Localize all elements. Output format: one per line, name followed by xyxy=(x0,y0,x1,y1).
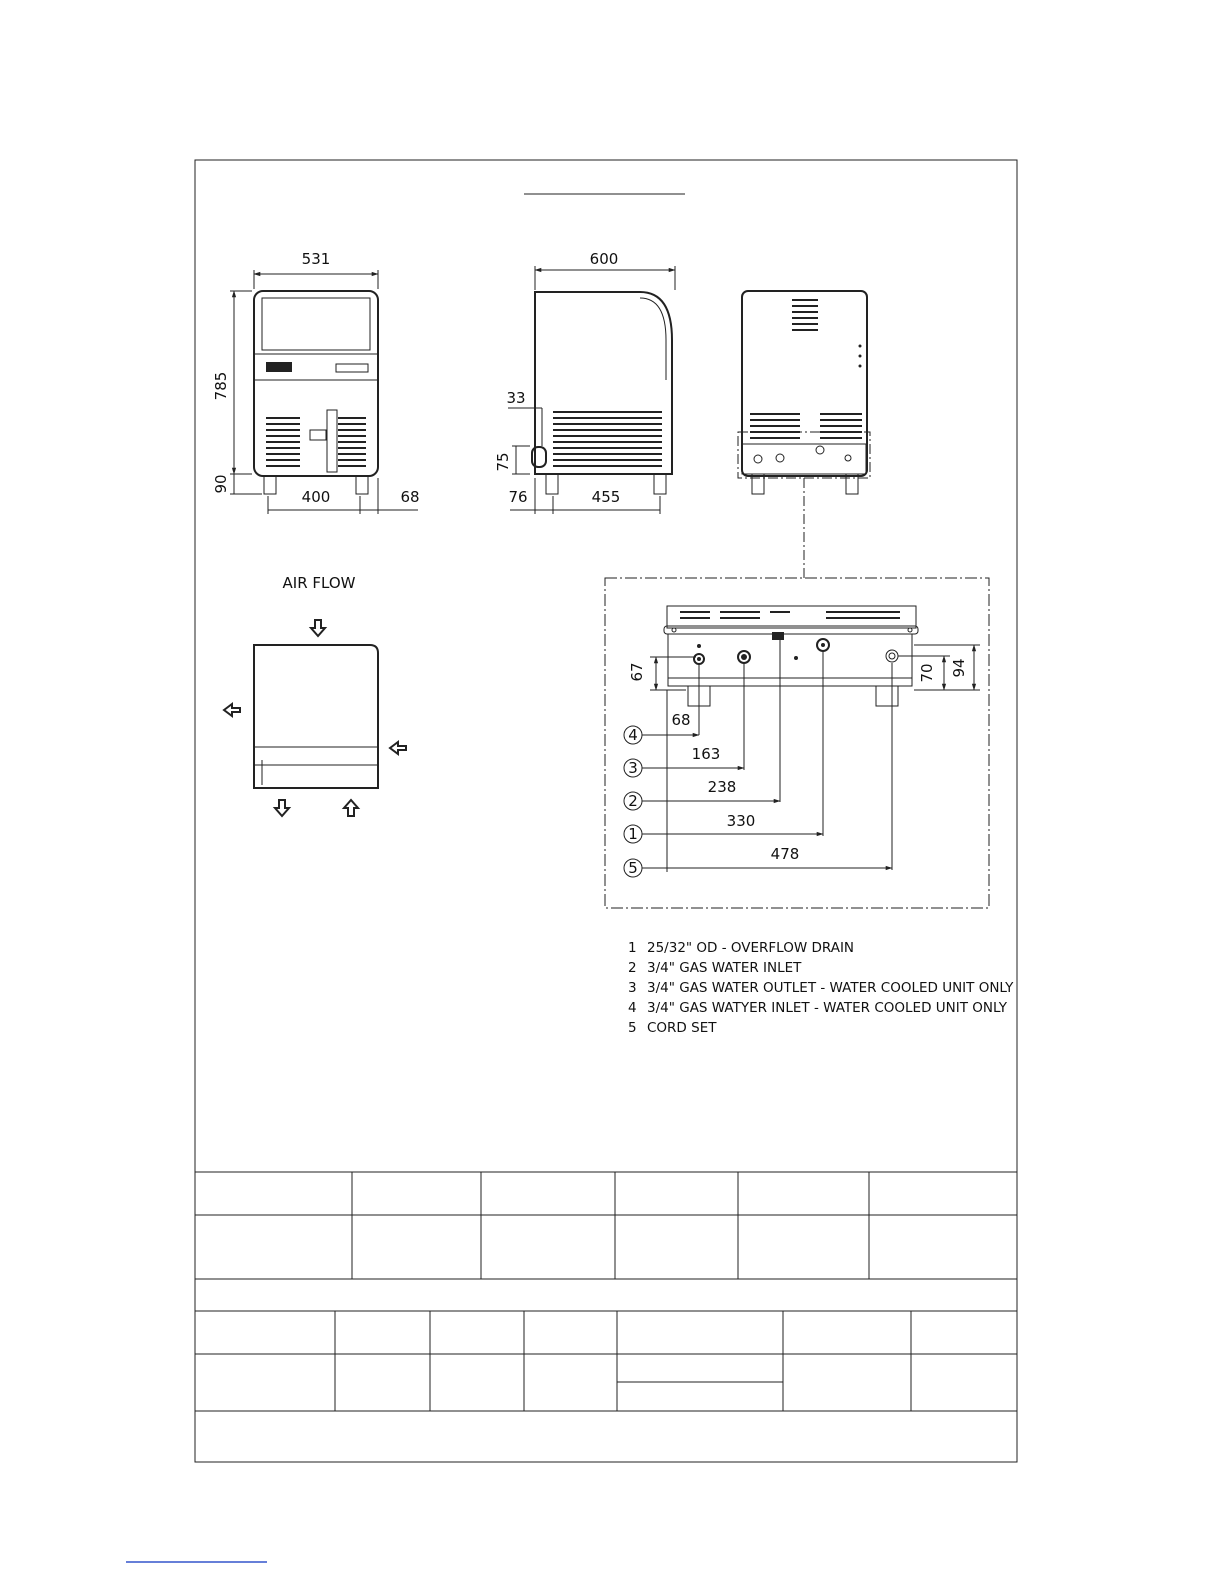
legend-num-5: 5 xyxy=(628,1020,637,1036)
legend-text-5: CORD SET xyxy=(647,1020,717,1036)
dim-front-height: 785 xyxy=(212,371,230,401)
legend-num-3: 3 xyxy=(628,980,637,996)
dim-side-depth: 600 xyxy=(589,250,619,268)
dim-pos3-offset: 163 xyxy=(691,745,721,763)
dim-drain-height: 75 xyxy=(494,452,512,472)
dim-leg-height: 90 xyxy=(212,474,230,494)
svg-text:1: 1 xyxy=(628,825,638,843)
legend-text-3: 3/4" GAS WATER OUTLET - WATER COOLED UNIT ONLY xyxy=(647,980,1014,996)
dim-pos5-offset: 478 xyxy=(770,845,800,863)
side-view xyxy=(494,250,675,514)
front-leg-left xyxy=(264,476,276,494)
rear-view xyxy=(738,291,870,578)
arrow-left-icon xyxy=(390,742,406,754)
spec-table-upper xyxy=(195,1172,1017,1279)
front-label-plate xyxy=(310,430,326,440)
sheet-frame xyxy=(195,160,1017,1462)
legend-text-2: 3/4" GAS WATER INLET xyxy=(647,960,802,976)
front-leg-right xyxy=(356,476,368,494)
side-leg-right xyxy=(654,474,666,494)
front-grill-left xyxy=(266,418,300,466)
dim-pos2-offset: 238 xyxy=(707,778,737,796)
dim-front-leg-spacing: 400 xyxy=(301,488,331,506)
legend-num-4: 4 xyxy=(628,1000,637,1016)
connection-detail-view xyxy=(605,578,989,908)
air-flow-label: AIR FLOW xyxy=(282,574,356,592)
connection-legend xyxy=(628,940,1014,1036)
legend-text-4: 3/4" GAS WATYER INLET - WATER COOLED UNIT ONLY xyxy=(647,1000,1007,1016)
air-flow-diagram xyxy=(224,574,406,816)
legend-num-1: 1 xyxy=(628,940,637,956)
dim-pos4-height: 67 xyxy=(628,662,646,682)
dim-base-height: 94 xyxy=(950,658,968,678)
side-leg-left xyxy=(546,474,558,494)
arrow-left-icon xyxy=(224,704,240,716)
dim-drain-offset: 76 xyxy=(508,488,528,506)
arrow-down-icon xyxy=(275,800,289,816)
door-handle xyxy=(327,410,337,472)
svg-text:3: 3 xyxy=(628,759,638,777)
svg-text:4: 4 xyxy=(628,726,638,744)
legend-num-2: 2 xyxy=(628,960,637,976)
spec-table-lower xyxy=(195,1311,1017,1411)
dim-pos5-height: 70 xyxy=(918,663,936,683)
arrow-up-icon xyxy=(344,800,358,816)
dim-pos4-offset: 68 xyxy=(671,711,691,729)
dim-front-width: 531 xyxy=(301,250,331,268)
dim-pos1-offset: 330 xyxy=(726,812,756,830)
legend-text-1: 25/32" OD - OVERFLOW DRAIN xyxy=(647,940,855,956)
side-grill xyxy=(553,412,662,466)
arrow-down-icon xyxy=(311,620,325,636)
svg-text:5: 5 xyxy=(628,859,638,877)
dim-front-leg-offset: 68 xyxy=(400,488,420,506)
dim-side-leg-spacing: 455 xyxy=(591,488,621,506)
dim-handle-offset: 33 xyxy=(506,389,526,407)
front-view xyxy=(212,250,420,514)
front-grill-right xyxy=(338,418,366,466)
svg-text:2: 2 xyxy=(628,792,638,810)
